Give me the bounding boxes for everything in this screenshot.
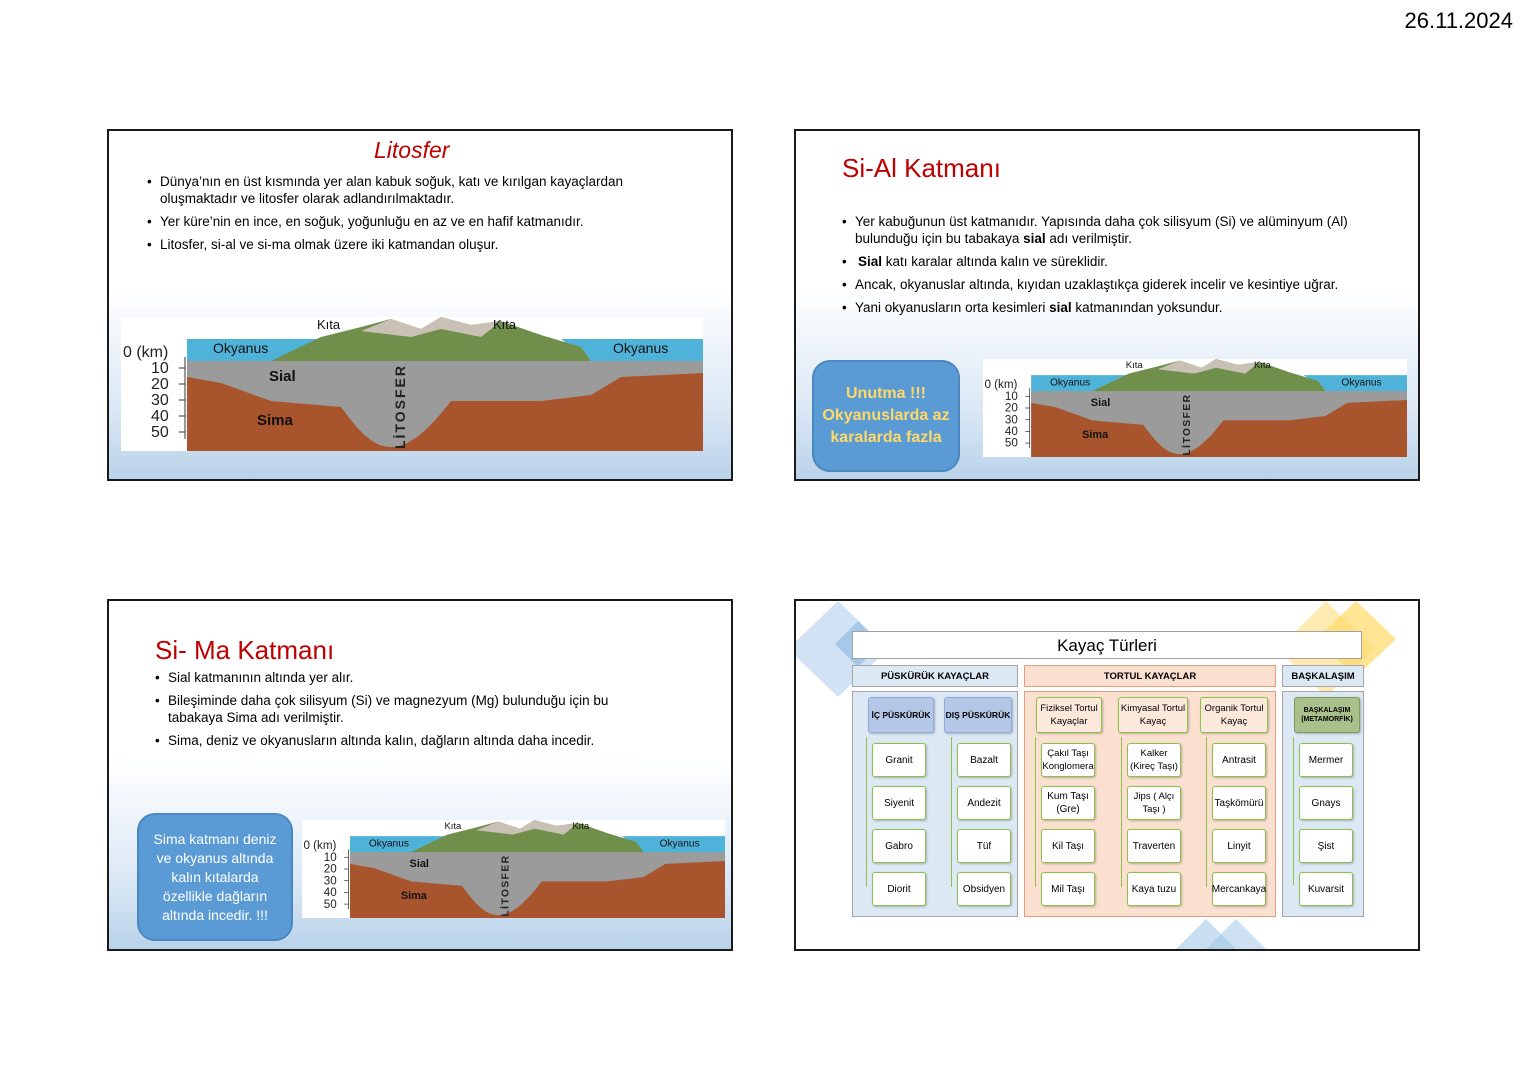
rock-item: Granit <box>872 743 926 777</box>
rock-item: Taşkömürü <box>1212 786 1266 820</box>
lithosphere-diagram <box>302 820 725 918</box>
continent-label: Kıta <box>572 820 590 832</box>
bullet-item: • Yer küre’nin en ince, en soğuk, yoğunluğu en az ve en hafif katmanıdır. <box>147 213 667 230</box>
rock-item: Siyenit <box>872 786 926 820</box>
bullet-text: katmanından yoksundur. <box>1071 300 1223 315</box>
litosfer-vertical-label: LİTOSFER <box>500 854 512 917</box>
bullet-item <box>842 253 1382 270</box>
bullet-bold-term: sial <box>1049 300 1072 315</box>
rock-item: Çakıl Taşı Konglomera <box>1041 743 1095 777</box>
ocean-label: Okyanus <box>1050 377 1091 389</box>
bullet-item: • Sima, deniz ve okyanusların altında kalın, dağların altında daha incedir. <box>155 732 655 749</box>
slide-title: Si-Al Katmanı <box>842 153 1001 183</box>
depth-tick-label: 30 <box>323 874 337 888</box>
lithosphere-diagram <box>121 317 703 451</box>
ocean-label: Okyanus <box>659 838 700 850</box>
depth-tick-label: 40 <box>1004 425 1018 439</box>
bullet-item: • Dünya’nın en üst kısmında yer alan kabuk soğuk, katı ve kırılgan kayaçlardan oluşmaktadır ve litosfer olarak adlandırılmaktadır. <box>147 173 667 207</box>
rock-item: Şist <box>1299 829 1353 863</box>
bullet-item: • Bileşiminde daha çok silisyum (Si) ve magnezyum (Mg) bulunduğu için bu tabakaya Sima adı verilmiştir. <box>155 692 655 726</box>
slide-sial[interactable] <box>794 129 1420 481</box>
sial-label: Sial <box>1090 396 1111 409</box>
depth-tick-label: 20 <box>1004 401 1018 415</box>
continent-label: Kıta <box>1125 359 1143 371</box>
subgroup-header: Organik Tortul Kayaç <box>1200 697 1268 733</box>
rock-item: Obsidyen <box>957 872 1011 906</box>
reminder-text: Sima katmanı deniz ve okyanus altında kalın kıtalarda özellikle dağların altında incedir. !!! <box>153 830 277 923</box>
depth-tick-label: 50 <box>1004 436 1018 450</box>
cross-section-svg <box>121 317 703 451</box>
tree-connector <box>951 737 952 887</box>
subgroup-header: BAŞKALAŞIM (METAMORFİK) <box>1294 697 1360 733</box>
rock-item: Gabro <box>872 829 926 863</box>
subgroup-header: İÇ PÜSKÜRÜK <box>868 697 934 733</box>
sial-label: Sial <box>409 857 429 870</box>
bullet-text: katı karalar altında kalın ve süreklidir. <box>882 254 1108 269</box>
tree-connector <box>1121 737 1122 887</box>
subgroup-header: DIŞ PÜSKÜRÜK <box>944 697 1012 733</box>
depth-tick-label: 50 <box>151 424 169 441</box>
ocean-label: Okyanus <box>613 340 669 356</box>
depth-tick-label: 20 <box>323 862 337 876</box>
continent-label: Kıta <box>1254 359 1271 371</box>
bullet-item <box>842 213 1382 247</box>
tree-connector <box>1206 737 1207 887</box>
depth-tick-label: 30 <box>1004 413 1018 427</box>
slide-sima[interactable] <box>107 599 733 951</box>
tree-connector <box>866 737 867 887</box>
rock-item: Traverten <box>1127 829 1181 863</box>
continent-label: Kıta <box>444 820 462 832</box>
bullet-bold-term: sial <box>1023 231 1046 246</box>
depth-unit-label: 0 (km) <box>984 378 1018 392</box>
rock-item: Linyit <box>1212 829 1266 863</box>
bullet-item <box>842 276 1382 293</box>
sial-label: Sial <box>269 368 296 385</box>
rock-item: Kaya tuzu <box>1127 872 1181 906</box>
rock-item: Kil Taşı <box>1041 829 1095 863</box>
depth-tick-label: 10 <box>323 850 337 864</box>
sima-label: Sima <box>1082 428 1109 441</box>
group-header: BAŞKALAŞIM <box>1282 665 1364 687</box>
bullet-text: adı verilmiştir. <box>1045 231 1132 246</box>
cross-section-svg <box>983 359 1407 457</box>
bullet-text: Ancak, okyanuslar altında, kıyıdan uzaklaştıkça giderek incelir ve kesintiye uğrar. <box>855 277 1339 292</box>
litosfer-vertical-label: LİTOSFER <box>392 364 408 449</box>
date-label: 26.11.2024 <box>1404 8 1513 33</box>
continent-label: Kıta <box>317 317 341 332</box>
subgroup-header: Fiziksel Tortul Kayaçlar <box>1036 697 1102 733</box>
depth-unit-label: 0 (km) <box>303 839 337 853</box>
tree-connector <box>1035 737 1036 887</box>
slide-title: Si- Ma Katmanı <box>155 635 335 665</box>
rock-item: Tüf <box>957 829 1011 863</box>
bullet-text: Yani okyanusların orta kesimleri <box>855 300 1050 315</box>
rock-item: Gnays <box>1299 786 1353 820</box>
ocean-label: Okyanus <box>1341 377 1382 389</box>
slide-title: Litosfer <box>374 137 450 163</box>
rock-item: Bazalt <box>957 743 1011 777</box>
depth-tick-label: 40 <box>151 408 169 425</box>
reminder-note <box>812 360 960 472</box>
depth-tick-label: 30 <box>151 392 169 409</box>
rock-item: Kuvarsit <box>1299 872 1353 906</box>
bullet-list <box>147 173 667 259</box>
slide-litosfer[interactable] <box>107 129 733 481</box>
depth-tick-label: 40 <box>323 886 337 900</box>
litosfer-vertical-label: LİTOSFER <box>1181 393 1193 456</box>
depth-unit-label: 0 (km) <box>123 344 169 361</box>
depth-tick-label: 50 <box>323 897 337 911</box>
rock-item: Kum Taşı (Gre) <box>1041 786 1095 820</box>
lithosphere-diagram <box>983 359 1407 457</box>
rock-item: Antrasit <box>1212 743 1266 777</box>
sima-label: Sima <box>400 889 427 902</box>
rock-item: Mil Taşı <box>1041 872 1095 906</box>
rock-item: Mermer <box>1299 743 1353 777</box>
bullet-list <box>842 213 1382 322</box>
rock-item: Diorit <box>872 872 926 906</box>
group-header: TORTUL KAYAÇLAR <box>1024 665 1276 687</box>
chart-title: Kayaç Türleri <box>852 631 1362 659</box>
bullet-list <box>155 669 655 755</box>
bullet-text: Yer kabuğunun üst katmanıdır. Yapısında daha çok silisyum (Si) ve alüminyum (Al) bulunduğu için bu tabakaya <box>855 214 1348 246</box>
bullet-item: • Litosfer, si-al ve si-ma olmak üzere iki katmandan oluşur. <box>147 236 667 253</box>
ocean-label: Okyanus <box>213 340 269 356</box>
reminder-text: Unutma !!! Okyanuslarda az karalarda fazla <box>822 385 950 446</box>
rock-item: Jips ( Alçı Taşı ) <box>1127 786 1181 820</box>
rock-item: Kalker (Kireç Taşı) <box>1127 743 1181 777</box>
cross-section-svg <box>302 820 725 918</box>
slide-kayac-turleri[interactable] <box>794 599 1420 951</box>
depth-tick-label: 10 <box>151 360 169 377</box>
rock-item: Mercankaya <box>1212 872 1266 906</box>
bullet-bold-term: Sial <box>858 254 883 269</box>
ocean-label: Okyanus <box>368 838 409 850</box>
continent-label: Kıta <box>493 317 517 332</box>
group-header: PÜSKÜRÜK KAYAÇLAR <box>852 665 1018 687</box>
bullet-item: • Sial katmanının altında yer alır. <box>155 669 655 686</box>
sima-label: Sima <box>257 412 293 429</box>
bullet-item <box>842 299 1382 316</box>
tree-connector <box>1293 737 1294 885</box>
rock-item: Andezit <box>957 786 1011 820</box>
depth-tick-label: 10 <box>1004 389 1018 403</box>
subgroup-header: Kimyasal Tortul Kayaç <box>1118 697 1188 733</box>
reminder-note <box>137 813 293 941</box>
depth-tick-label: 20 <box>151 376 169 393</box>
